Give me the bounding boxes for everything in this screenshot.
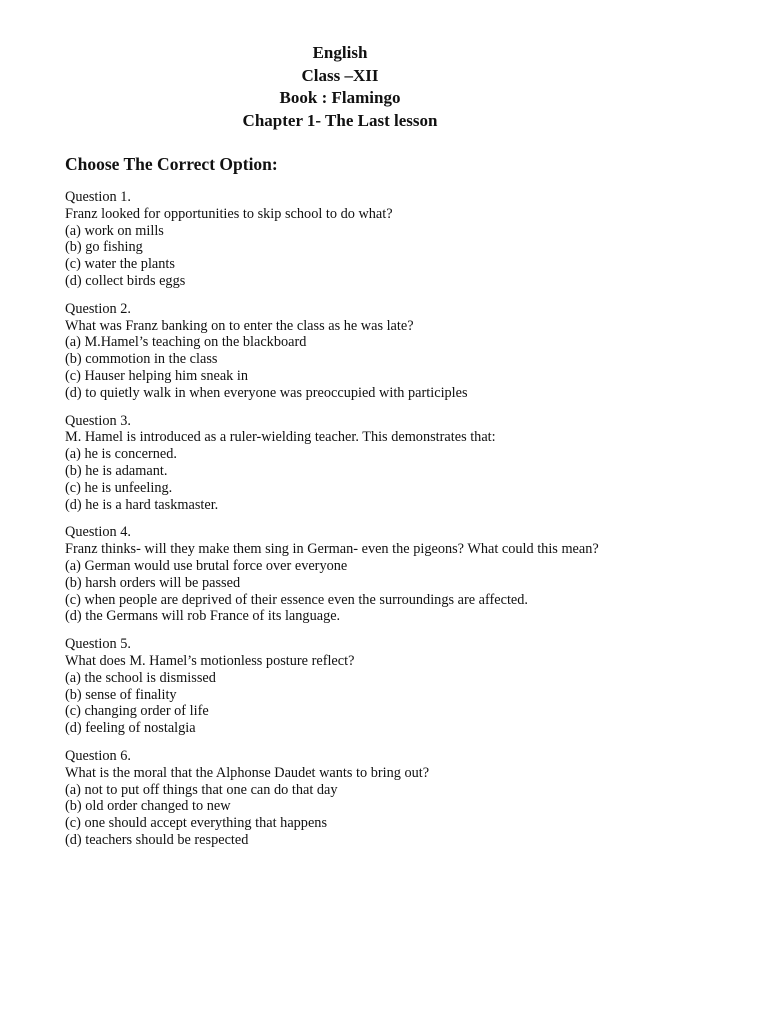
- question-2: [65, 301, 745, 402]
- question-text: Franz thinks- will they make them sing in German- even the pigeons? What could this mean?: [65, 541, 599, 558]
- option-d: (d) feeling of nostalgia: [65, 720, 196, 737]
- question-label: Question 5.: [65, 636, 131, 653]
- option-d: (d) collect birds eggs: [65, 272, 186, 289]
- question-text: What was Franz banking on to enter the class as he was late?: [65, 317, 414, 334]
- option-c: (c) one should accept everything that happens: [65, 815, 328, 832]
- question-text: What is the moral that the Alphonse Daudet wants to bring out?: [65, 764, 430, 781]
- option-b: (b) go fishing: [65, 239, 143, 256]
- question-label: Question 1.: [65, 189, 131, 205]
- option-d: (d) teachers should be respected: [65, 831, 249, 848]
- option-c: (c) he is unfeeling.: [65, 479, 173, 496]
- option-c: (c) Hauser helping him sneak in: [65, 367, 249, 384]
- question-label: Question 4.: [65, 524, 131, 541]
- question-6: [65, 748, 745, 849]
- option-a: (a) the school is dismissed: [65, 669, 216, 686]
- option-b: (b) old order changed to new: [65, 798, 231, 815]
- question-label: Question 2.: [65, 300, 131, 317]
- question-4: [65, 524, 745, 625]
- option-c: (c) when people are deprived of their essence even the surroundings are affected.: [65, 591, 528, 608]
- option-a: (a) M.Hamel’s teaching on the blackboard: [65, 334, 307, 351]
- question-text: Franz looked for opportunities to skip school to do what?: [65, 205, 393, 222]
- question-text: M. Hamel is introduced as a ruler-wielding teacher. This demonstrates that:: [65, 429, 496, 446]
- option-d: (d) the Germans will rob France of its language.: [65, 608, 341, 625]
- option-b: (b) he is adamant.: [65, 462, 168, 479]
- question-label: Question 3.: [65, 412, 131, 429]
- option-a: (a) not to put off things that one can do that day: [65, 781, 338, 798]
- book-title: Book : Flamingo: [279, 88, 401, 107]
- option-a: (a) German would use brutal force over everyone: [65, 557, 348, 574]
- question-list: [65, 189, 745, 860]
- subject-title: English: [312, 43, 368, 62]
- option-d: (d) he is a hard taskmaster.: [65, 496, 219, 513]
- document-header: [0, 42, 680, 132]
- option-d: (d) to quietly walk in when everyone was preoccupied with participles: [65, 384, 468, 401]
- instruction-heading: Choose The Correct Option:: [65, 154, 278, 174]
- class-title: Class –XII: [301, 65, 379, 85]
- question-label: Question 6.: [65, 747, 131, 764]
- option-a: (a) he is concerned.: [65, 446, 177, 463]
- option-b: (b) sense of finality: [65, 686, 177, 703]
- option-b: (b) commotion in the class: [65, 351, 218, 368]
- chapter-title: Chapter 1- The Last lesson: [242, 110, 438, 130]
- option-b: (b) harsh orders will be passed: [65, 574, 241, 591]
- question-1: [65, 189, 745, 290]
- question-3: [65, 413, 745, 514]
- option-c: (c) water the plants: [65, 256, 175, 273]
- option-c: (c) changing order of life: [65, 703, 209, 720]
- question-text: What does M. Hamel’s motionless posture reflect?: [65, 652, 355, 669]
- option-a: (a) work on mills: [65, 222, 164, 239]
- question-5: [65, 636, 745, 737]
